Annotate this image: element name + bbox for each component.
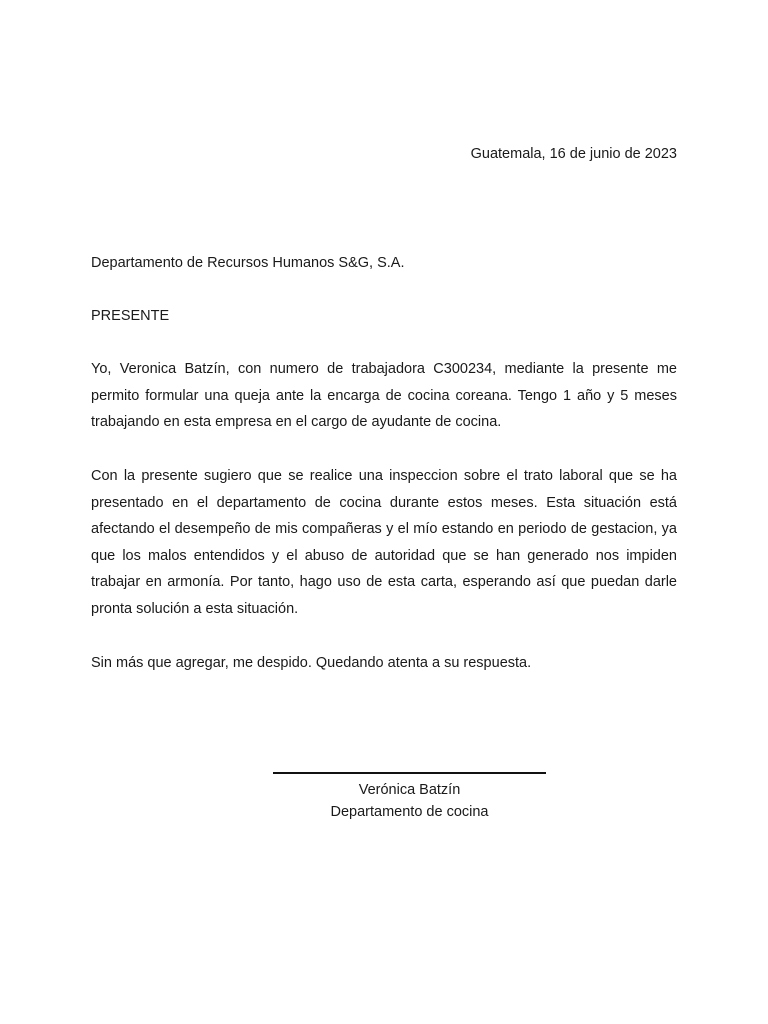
signature-department: Departamento de cocina bbox=[330, 804, 489, 820]
signature-line bbox=[273, 772, 546, 774]
paragraph-complaint: Con la presente sugiero que se realice una inspeccion sobre el trato laboral que se ha presentado en el departamento de cocina durante estos meses. Esta situación está afectando el desempeño de mis compañeras y el mío estando en periodo de gestacion, ya que los malos entendidos y el abuso de autoridad que se han generado nos impiden trabajar en armonía. Por tanto, hago uso de esta carta, esperando así que puedan darle pronta solución a esta situación. bbox=[91, 468, 677, 617]
letter-date: Guatemala, 16 de junio de 2023 bbox=[470, 146, 677, 162]
signature-block bbox=[273, 772, 546, 823]
paragraph-closing: Sin más que agregar, me despido. Quedando atenta a su respuesta. bbox=[91, 655, 532, 671]
signature-name: Verónica Batzín bbox=[358, 782, 461, 798]
greeting: PRESENTE bbox=[91, 308, 170, 324]
paragraph-intro: Yo, Veronica Batzín, con numero de trabajadora C300234, mediante la presente me permito formular una queja ante la encarga de cocina coreana. Tengo 1 año y 5 meses trabajando en esta empresa en el cargo de ayudante de cocina. bbox=[91, 361, 677, 431]
recipient-line: Departamento de Recursos Humanos S&G, S.A. bbox=[91, 255, 405, 271]
